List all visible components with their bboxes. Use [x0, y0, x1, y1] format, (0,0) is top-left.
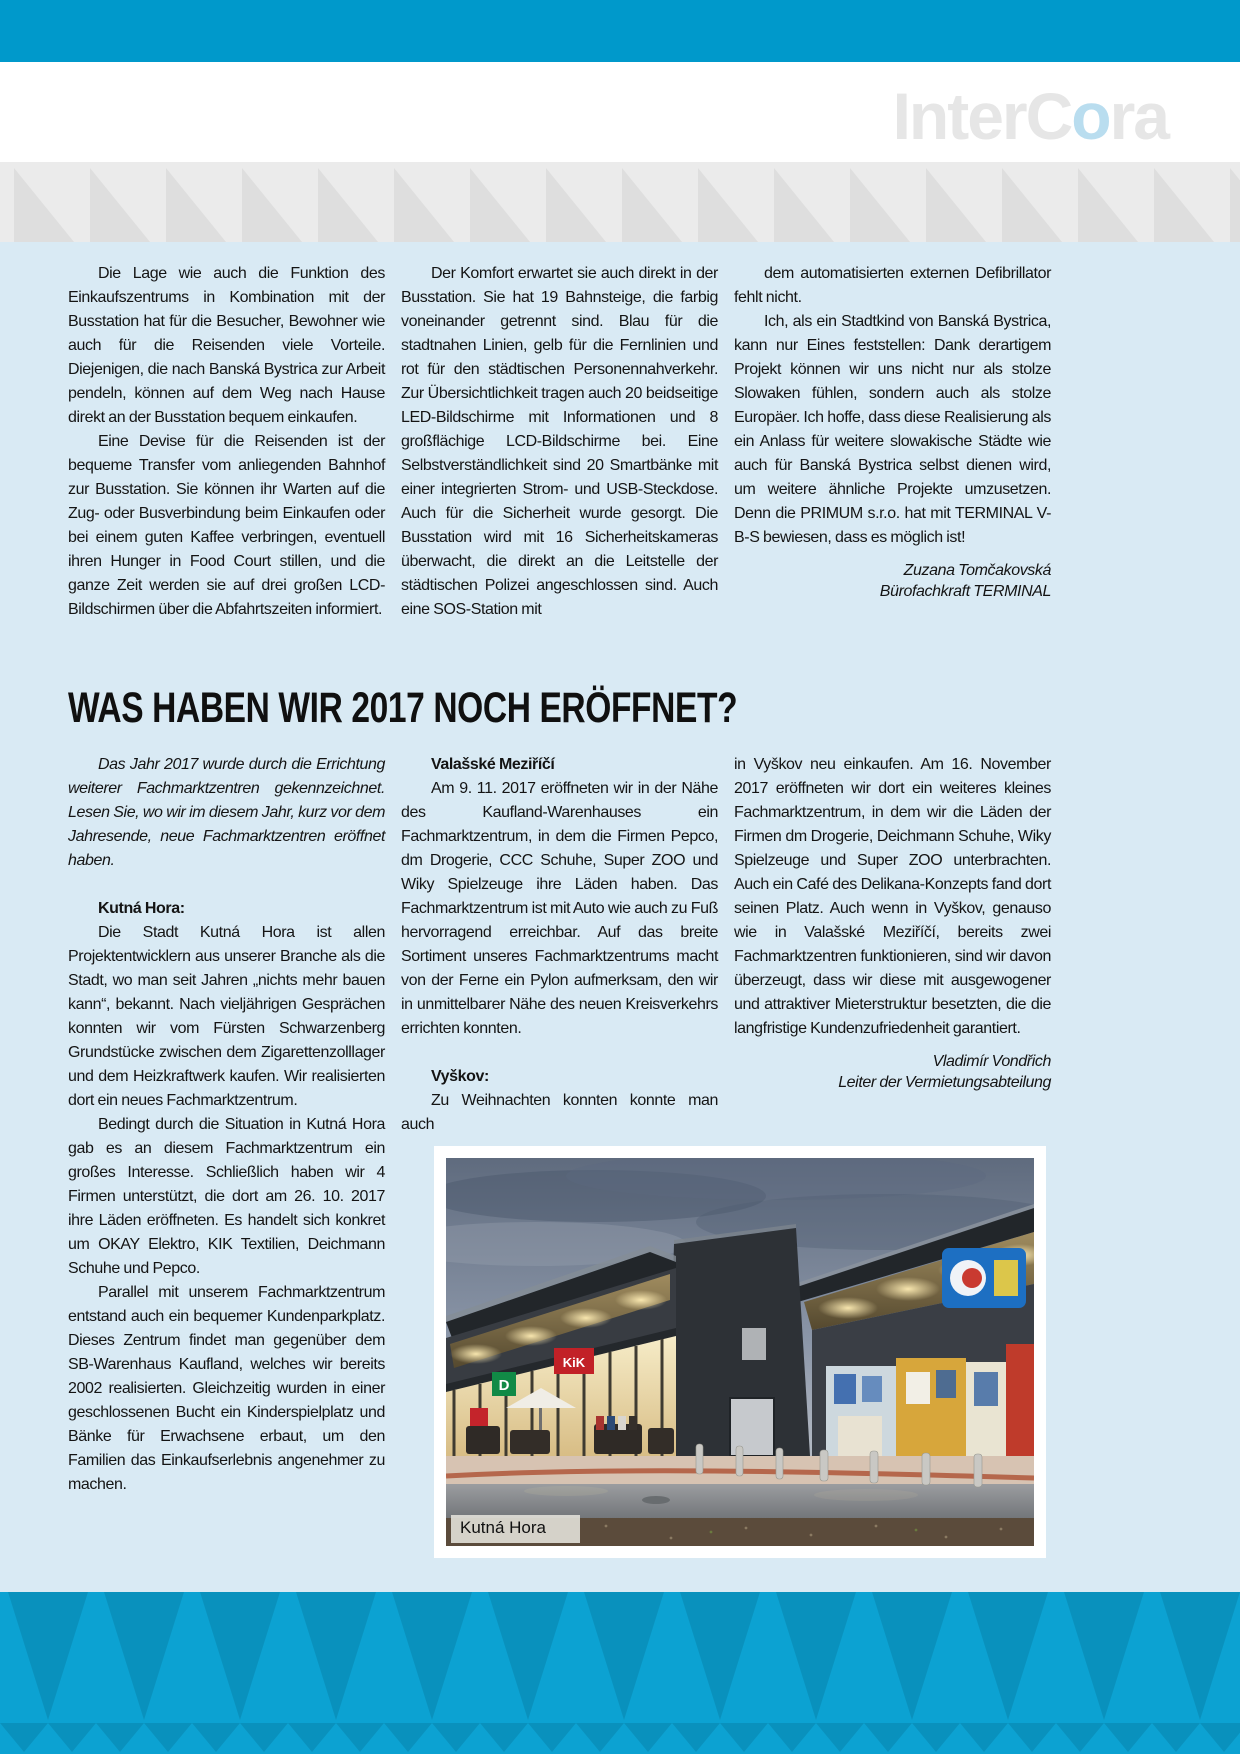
article-terminal-column-1 — [68, 262, 385, 622]
heading-valasske: Valašské Meziříčí — [431, 756, 555, 773]
signature-name: Vladimír Vondřich — [932, 1053, 1051, 1070]
spacer — [68, 873, 385, 897]
heading-vyskov: Vyškov: — [431, 1068, 489, 1085]
bottom-accent-band — [0, 1592, 1240, 1754]
logo-o-accent: o — [1071, 79, 1110, 153]
intercora-logo — [893, 70, 1168, 162]
decorative-gray-band — [0, 162, 1240, 242]
paragraph: Zu Weihnachten konnten konnte man auch — [401, 1092, 718, 1133]
top-accent-bar — [0, 0, 1240, 62]
svg-text:KiK: KiK — [562, 1355, 586, 1370]
svg-text:D: D — [498, 1377, 510, 1394]
signature-role: Bürofachkraft TERMINAL — [879, 583, 1051, 600]
paragraph: Bedingt durch die Situation in Kutná Hora gab es an diesem Fachmarktzentrum ein großes Interesse. Schließlich haben wir 4 Firmen unterstützt, die dort am 26. 10. 2017 ihre Läden eröffneten. Es handelt sich konkret um OKAY Elektro, KIK Textilien, Deichmann Schuhe und Pepco. — [68, 1116, 385, 1277]
paragraph: Die Lage wie auch die Funktion des Einkaufszentrums in Kombination mit der Busstation hat für die Besucher, Bewohner wie auch für die Reisenden viele Vorteile. Diejenigen, die nach Banská Bystrica zur Arbeit pendeln, können auf dem Weg nach Hause direkt an der Busstation bequem einkaufen. — [68, 265, 385, 426]
paragraph: dem automatisierten externen Defibrillator fehlt nicht. — [734, 265, 1051, 306]
heading-kutna-hora: Kutná Hora: — [98, 900, 185, 917]
paragraph: in Vyškov neu einkaufen. Am 16. November 2017 eröffneten wir dort ein weiteres kleines Fachmarktzentrum, in dem wir die Läden der Firmen dm Drogerie, Deichmann Schuhe, Wiky Spielzeuge und Super ZOO unterbrachten. Auch ein Café des Delikana-Konzepts fand dort seinen Platz. Auch wenn in Vyškov, genauso wie in Valašské Meziříčí, bereits zwei Fachmarktzentren funktionieren, sind wir davon überzeugt, dass wir diese mit ausgewogener und attraktiver Mieterstruktur besetzten, die die langfristige Kundenzufriedenheit garantiert. — [734, 756, 1051, 1037]
paragraph: Die Stadt Kutná Hora ist allen Projektentwicklern aus unserer Branche als die Stadt, wo man seit Jahren „nichts mehr bauen kann“, bekannt. Nach vieljährigen Gesprächen konnten wir vom Fürsten Schwarzenberg Grundstücke zwischen dem Zigarettenzolllager und dem Heizkraftwerk kaufen. Wir realisierten dort ein neues Fachmarktzentrum. — [68, 924, 385, 1109]
photo-frame — [434, 1146, 1046, 1558]
logo-part2: ra — [1109, 79, 1168, 153]
paragraph: Parallel mit unserem Fachmarktzentrum entstand auch ein bequemer Kundenparkplatz. Dieses Zentrum findet man gegenüber dem SB-Warenhaus Kaufland, welches wir bereits 2002 realisierten. Gleichzeitig wurden in einer geschlossenen Bucht ein Kinderspielplatz und Bänke für Erwachsene erbaut, um den Familien das Einkaufserlebnis angenehmer zu machen. — [68, 1284, 385, 1493]
photo-caption: Kutná Hora — [451, 1515, 580, 1543]
article-openings-column-1 — [68, 753, 385, 1497]
signature-name: Zuzana Tomčakovská — [903, 562, 1051, 579]
article-terminal-column-2 — [401, 262, 718, 622]
paragraph: Ich, als ein Stadtkind von Banská Bystrica, kann nur Eines feststellen: Dank derartigem Projekt können wir uns nicht nur als stolze Slowaken fühlen, sondern auch als stolze Europäer. Ich hoffe, dass diese Realisierung als ein Anlass für weitere slowakische Städte wie auch für Banská Bystrica selbst dienen wird, um weitere ähnliche Projekte umzusetzen. Denn die PRIMUM s.r.o. hat mit TERMINAL V-B-S bewiesen, dass es möglich ist! — [734, 313, 1051, 546]
paragraph: Am 9. 11. 2017 eröffneten wir in der Nähe des Kaufland-Warenhauses ein Fachmarktzentrum, in dem die Firmen Pepco, dm Drogerie, CCC Schuhe, Super ZOO und Wiky Spielzeuge ihre Läden haben. Das Fachmarktzentrum ist mit Auto wie auch zu Fuß hervorragend erreichbar. Auf das breite Sortiment unseres Fachmarktzentrums macht von der Ferne ein Pylon aufmerksam, den wir in unmittelbarer Nähe des neuen Kreisverkehrs errichten konnten. — [401, 780, 718, 1037]
masthead — [0, 62, 1240, 162]
article-openings-column-2 — [401, 753, 718, 1137]
section-headline: WAS HABEN WIR 2017 NOCH ERÖFFNET? — [68, 684, 738, 732]
paragraph: Der Komfort erwartet sie auch direkt in der Busstation. Sie hat 19 Bahnsteige, die farbig voneinander getrennt sind. Blau für die stadtnahen Linien, gelb für die Fernlinien und rot für den städtischen Personennahverkehr. Zur Übersichtlichkeit tragen auch 20 beidseitige LED-Bildschirme mit Informationen und 8 großflächige LCD-Bildschirme bei. Eine Selbstverständlichkeit sind 20 Smartbänke mit einer integrierten Strom- und USB-Steckdose. Auch für die Sicherheit wurde gesorgt. Die Busstation wird mit 16 Sicherheitskameras überwacht, die direkt an die Leitstelle der städtischen Polizei angeschlossen sind. Auch eine SOS-Station mit — [401, 265, 718, 618]
spacer — [401, 1041, 718, 1065]
signature-role: Leiter der Vermietungsabteilung — [838, 1074, 1051, 1091]
signature-block — [734, 560, 1051, 602]
logo-part1: InterC — [892, 79, 1072, 153]
article-terminal-column-3 — [734, 262, 1051, 602]
paragraph: Eine Devise für die Reisenden ist der bequeme Transfer vom anliegenden Bahnhof zur Busstation. Sie können ihr Warten auf die Zug- oder Busverbindung beim Einkaufen oder bei einem guten Kaffee verbringen, eventuell ihren Hunger in Food Court stillen, und die ganze Zeit werden sie auf drei großen LCD-Bildschirmen über die Abfahrtszeiten informiert. — [68, 433, 385, 618]
photo-kutna-hora-illustration — [446, 1158, 1034, 1546]
intro-paragraph: Das Jahr 2017 wurde durch die Errichtung weiterer Fachmarktzentren gekennzeichnet. Lesen Sie, wo wir im diesem Jahr, kurz vor dem Jahresende, neue Fachmarktzentren eröffnet haben. — [68, 756, 385, 869]
article-openings-column-3 — [734, 753, 1051, 1093]
signature-block — [734, 1051, 1051, 1093]
